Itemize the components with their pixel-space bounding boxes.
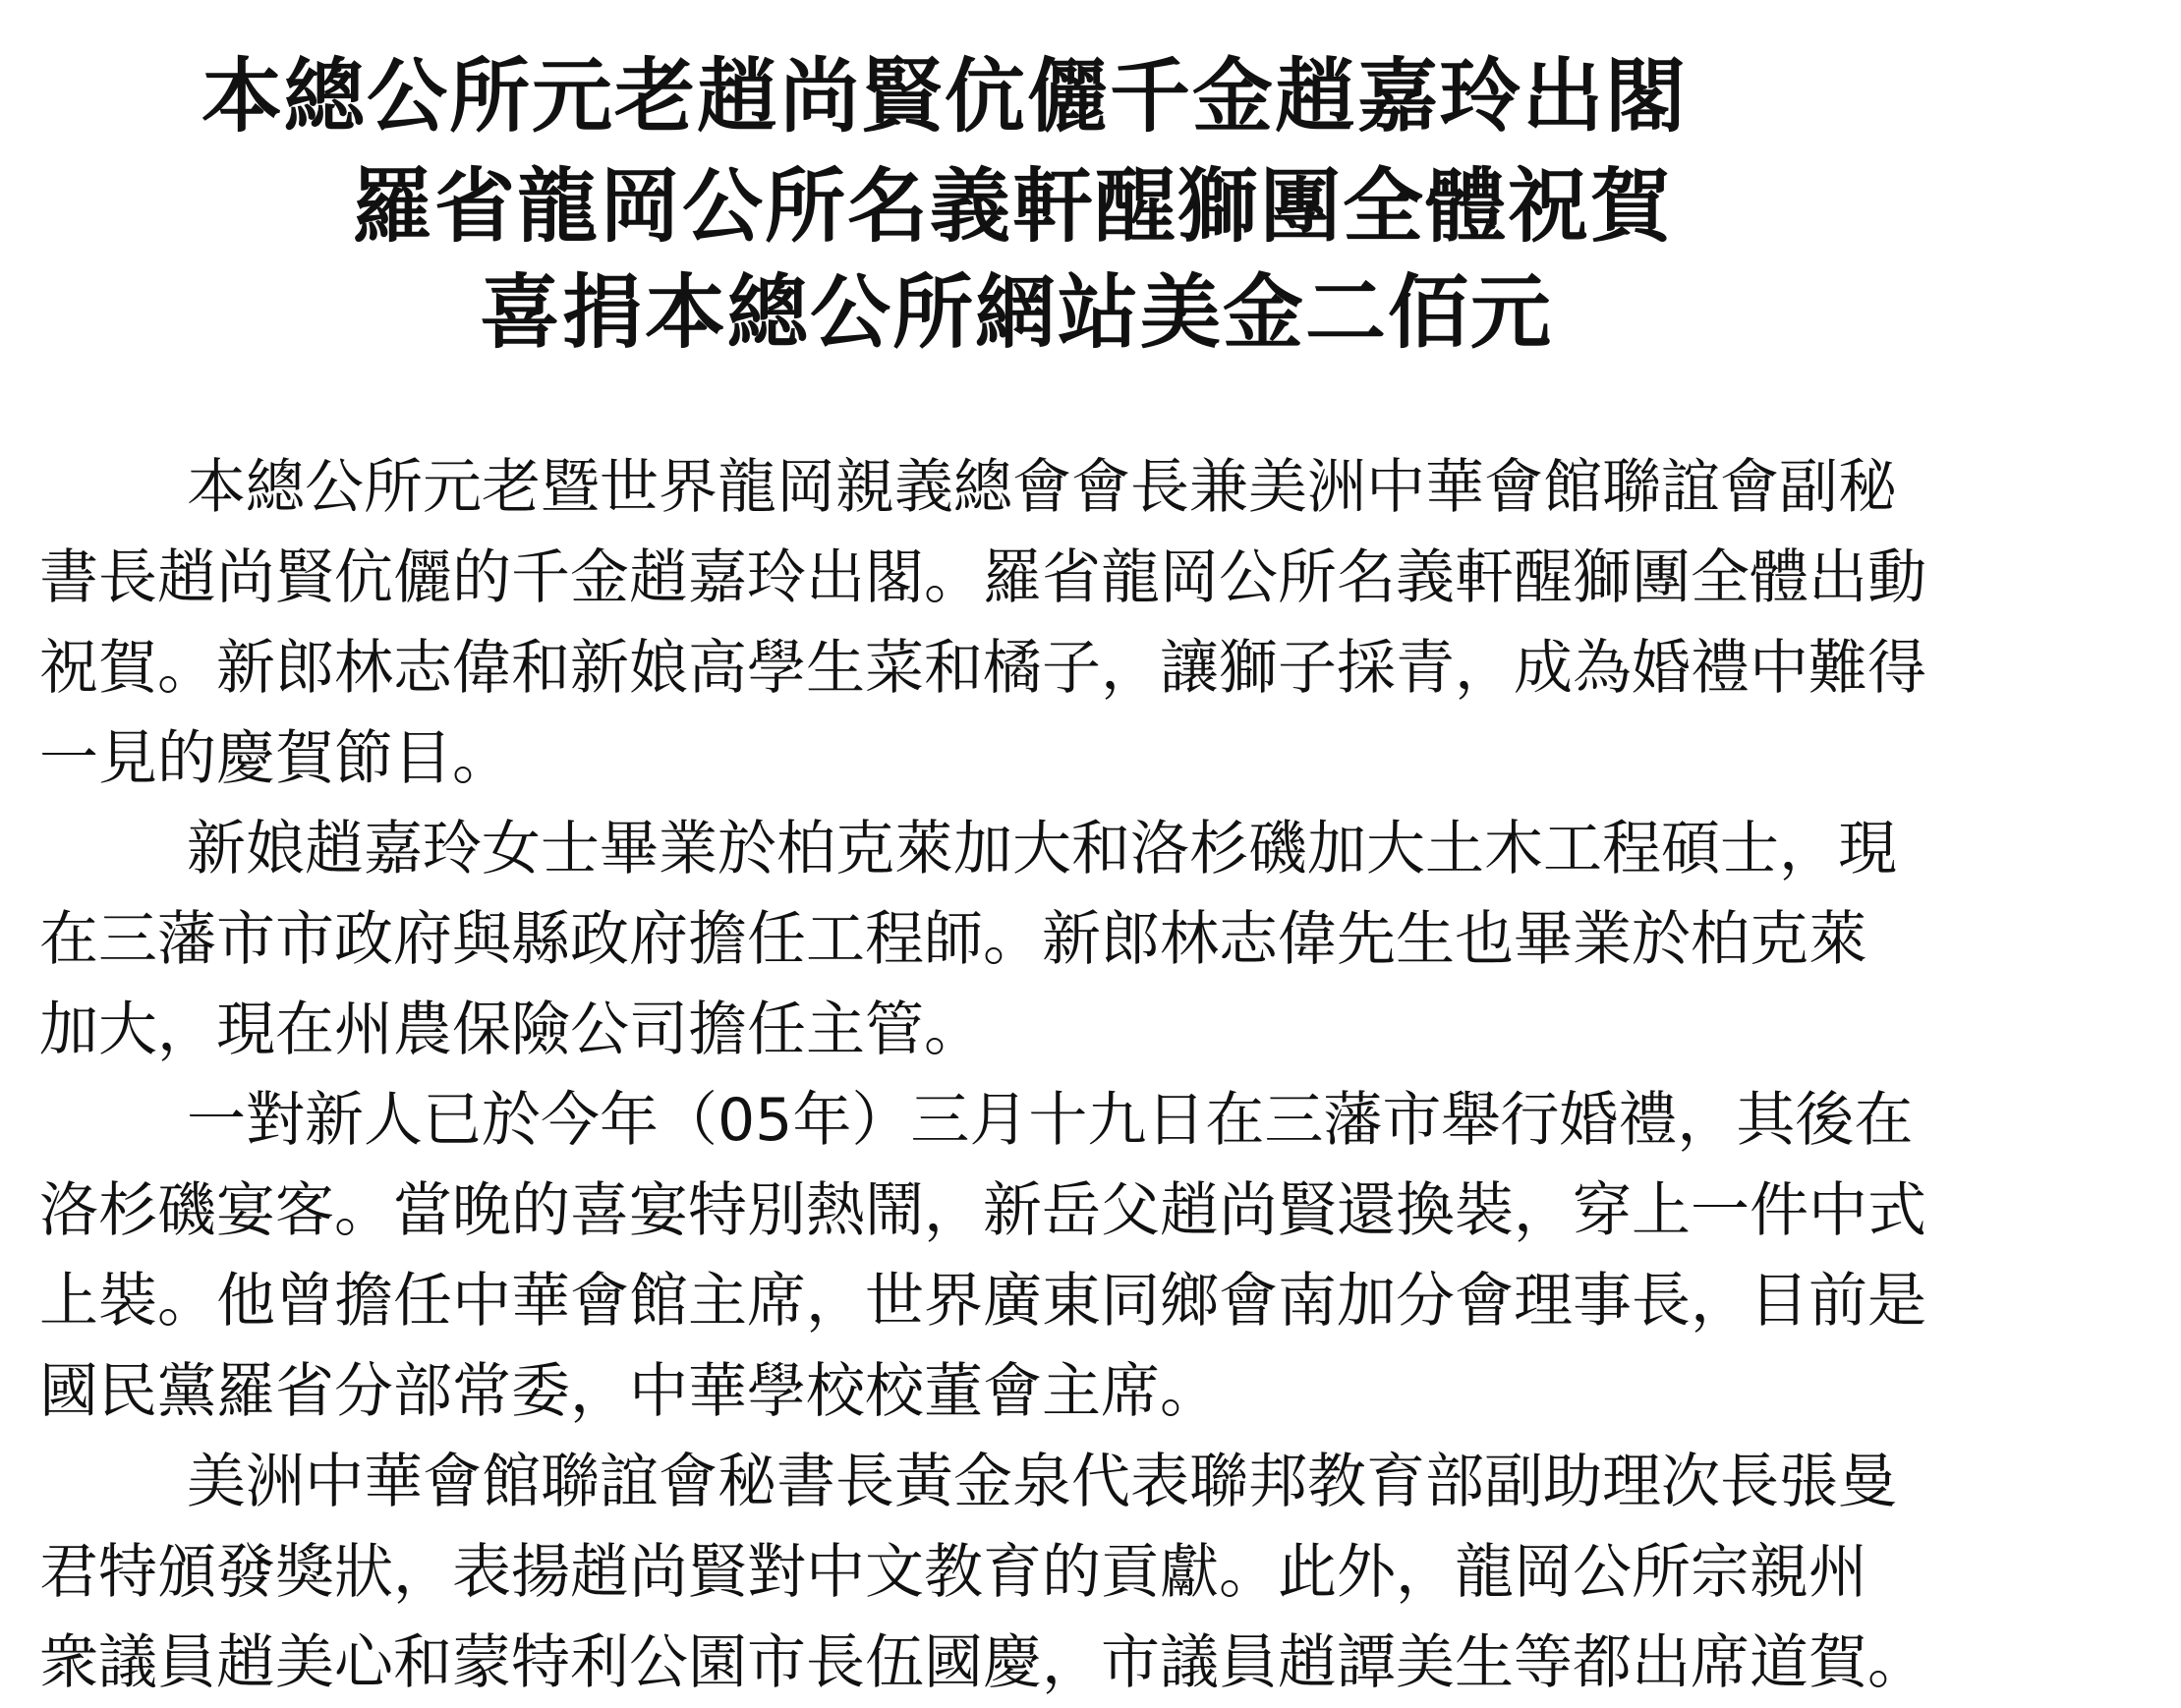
- paragraph-line: 本總公所元老暨世界龍岡親義總會會長兼美洲中華會館聯誼會副秘: [187, 453, 1897, 522]
- paragraph-line: 君特頒發獎狀，表揚趙尚賢對中文教育的貢獻。此外，龍岡公所宗親州: [39, 1538, 1867, 1607]
- paragraph-line: 洛杉磯宴客。當晚的喜宴特別熱鬧，新岳父趙尚賢還換裝，穿上一件中式: [39, 1176, 1926, 1245]
- paragraph-line: 一對新人已於今年（05年）三月十九日在三藩市舉行婚禮，其後在: [187, 1086, 1914, 1155]
- headline-line-1: 本總公所元老趙尚賢伉儷千金趙嘉玲出閣: [201, 50, 1689, 143]
- paragraph-line: 美洲中華會館聯誼會秘書長黃金泉代表聯邦教育部副助理次長張曼: [187, 1448, 1897, 1516]
- paragraph-4: [39, 1437, 2152, 1708]
- paragraph-line: 衆議員趙美心和蒙特利公園市長伍國慶，市議員趙譚美生等都出席道賀。: [39, 1628, 1926, 1697]
- headline-line-3: 喜捐本總公所網站美金二佰元: [480, 266, 1554, 360]
- paragraph-line: 祝賀。新郎林志偉和新娘高學生菜和橘子，讓獅子採青，成為婚禮中難得: [39, 634, 1926, 703]
- paragraph-line: 國民黨羅省分部常委，中華學校校董會主席。: [39, 1357, 1219, 1426]
- paragraph-line: 書長趙尚賢伉儷的千金趙嘉玲出閣。羅省龍岡公所名義軒醒獅團全體出動: [39, 543, 1926, 612]
- headline-line-2: 羅省龍岡公所名義軒醒獅團全體祝賀: [352, 160, 1674, 254]
- paragraph-3: [39, 1075, 2152, 1437]
- paragraph-line: 一見的慶賀節目。: [39, 724, 511, 793]
- paragraph-line: 新娘趙嘉玲女士畢業於柏克萊加大和洛杉磯加大土木工程碩士，現: [187, 815, 1897, 883]
- paragraph-line: 在三藩市市政府與縣政府擔任工程師。新郎林志偉先生也畢業於柏克萊: [39, 905, 1867, 974]
- article-body: [39, 442, 2152, 1708]
- paragraph-line: 加大，現在州農保險公司擔任主管。: [39, 996, 983, 1064]
- paragraph-line: 上裝。他曾擔任中華會館主席，世界廣東同鄉會南加分會理事長，目前是: [39, 1267, 1926, 1336]
- paragraph-1: [39, 442, 2152, 804]
- paragraph-2: [39, 804, 2152, 1075]
